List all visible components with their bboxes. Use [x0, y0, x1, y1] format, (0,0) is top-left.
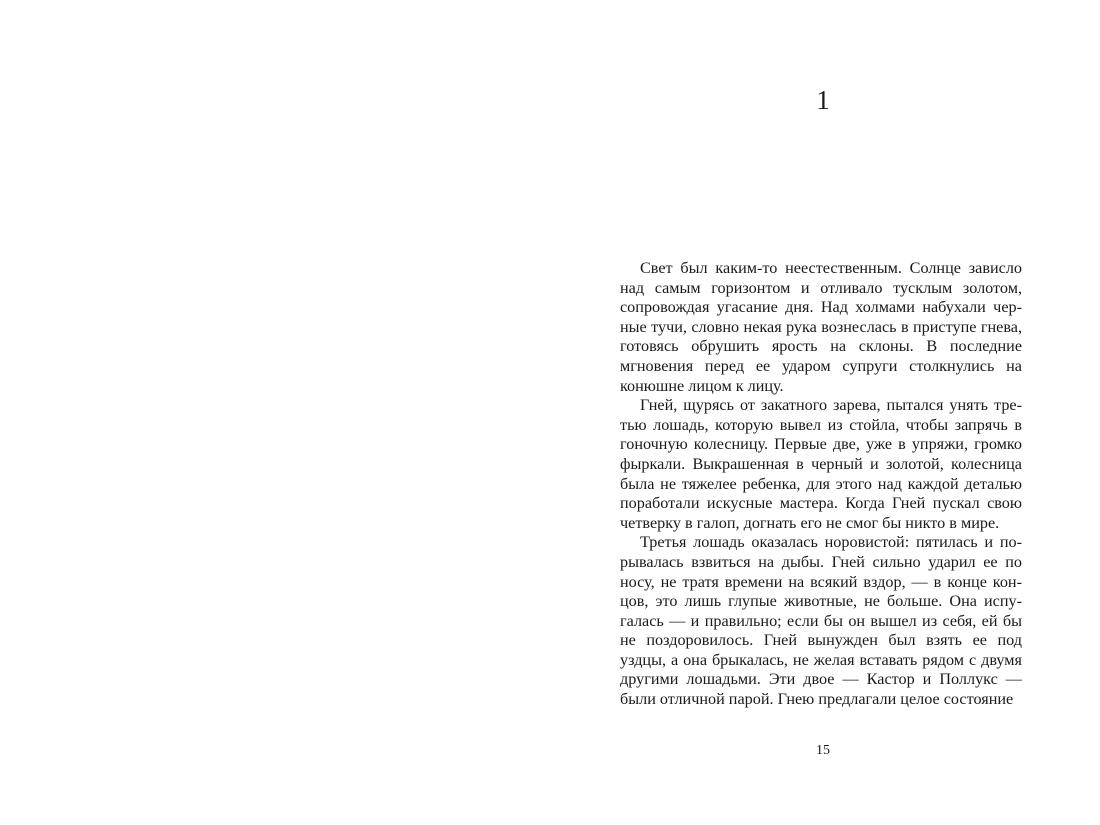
- body-text: [620, 259, 1022, 710]
- chapter-number: 1: [816, 85, 830, 115]
- paragraph: Гней, щурясь от закатного зарева, пытался унять третью лошадь, которую вывел из стойла, чтобы запрячь в гоночную колесницу. Первые две, уже в упряжи, громко фыркали. Выкрашенная в черный и золотой, колесница была не тяжелее ребенка, для этого над каждой деталью поработали искусные мастера. Когда Гней пускал свою четверку в галоп, догнать его не смог бы никто в мире.: [620, 396, 1022, 532]
- right-page: [550, 0, 1100, 825]
- page-number: 15: [816, 743, 830, 758]
- paragraph: Свет был каким-то неестественным. Солнце зависло над самым горизонтом и отливало тусклым золотом, сопровождая угасание дня. Над холмами набухали черные тучи, словно некая рука вознеслась в приступе гнева, готовясь обрушить ярость на склоны. В последние мгновения перед ее ударом супруги столкнулись на конюшне лицом к лицу.: [620, 259, 1022, 395]
- paragraph: Третья лошадь оказалась норовистой: пятилась и порывалась взвиться на дыбы. Гней сильно ударил ее по носу, не тратя времени на всякий вздор, — в конце концов, это лишь глупые животные, не больше. Она испугалась — и правильно; если бы он вышел из себя, ей бы не поздоровилось. Гней вынужден был взять ее под уздцы, а она брыкалась, не желая вставать рядом с двумя другими лошадьми. Эти двое — Кастор и Поллукс — были отличной парой. Гнею предлагали целое состояние: [620, 533, 1022, 709]
